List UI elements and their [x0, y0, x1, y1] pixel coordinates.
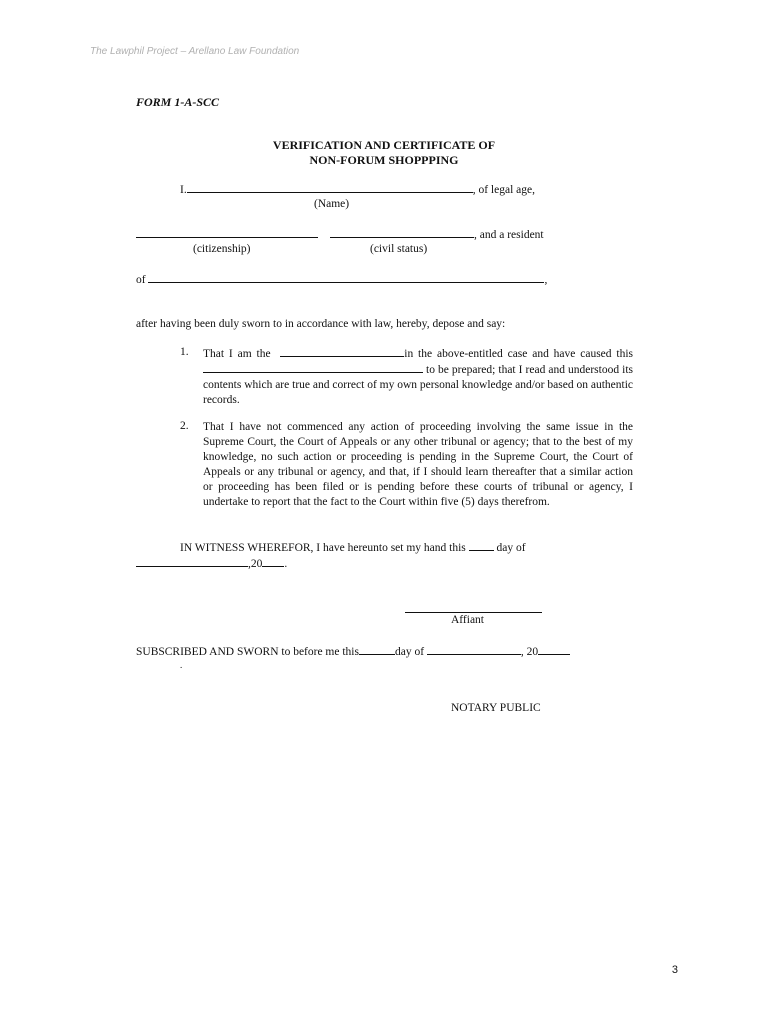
subscribed-day-blank[interactable] [359, 644, 395, 655]
legal-age-text: , of legal age, [472, 184, 535, 196]
affiant-label: Affiant [451, 614, 485, 626]
subscribed-year-blank[interactable] [538, 644, 570, 655]
citizenship-caption: (citizenship) [193, 243, 251, 255]
civil-status-row [330, 227, 544, 241]
witness-month-blank[interactable] [136, 556, 248, 567]
subscribed-year-label: , 20 [520, 646, 539, 658]
subscribed-month-blank[interactable] [427, 644, 521, 655]
witness-year-prefix: ,20 [248, 558, 263, 570]
item-1-part-b: in the above-entitled case and have caused this [404, 348, 633, 360]
item-number: 1. [180, 346, 189, 358]
list-item [180, 420, 633, 510]
item-1-part-a: That I am the [203, 348, 271, 360]
item-1-part-c: to be prepared; that I read and understood its contents which are true and correct of my own personal knowledge and/or based on authentic records. [203, 364, 634, 406]
notary-public-label: NOTARY PUBLIC [451, 702, 541, 714]
item-number: 2. [180, 420, 189, 432]
name-caption: (Name) [314, 198, 350, 210]
witness-row [180, 540, 526, 554]
document-blank[interactable] [203, 362, 423, 373]
of-label: of [136, 274, 146, 286]
subscribed-row [136, 644, 570, 658]
name-prefix: I. [180, 184, 187, 196]
subscribed-day-label: day of [394, 646, 425, 658]
citizenship-blank[interactable] [136, 227, 318, 238]
witness-text: IN WITNESS WHEREFOR, I have hereunto set my hand this [180, 542, 466, 554]
address-blank[interactable] [148, 272, 544, 283]
witness-year-blank[interactable] [262, 556, 284, 567]
intro-text: after having been duly sworn to in accordance with law, hereby, depose and say: [136, 318, 506, 330]
source-header: The Lawphil Project – Arellano Law Foundation [90, 46, 300, 57]
name-row [180, 182, 535, 196]
affiant-signature-blank[interactable] [405, 602, 542, 613]
address-row [136, 272, 547, 286]
title-line-2: NON-FORUM SHOPPPING [309, 153, 459, 167]
resident-text: , and a resident [474, 229, 544, 241]
stray-dot: . [180, 660, 183, 670]
title-line-1: VERIFICATION AND CERTIFICATE OF [272, 138, 496, 152]
citizenship-row [136, 227, 318, 241]
item-text: That I have not commenced any action of proceeding involving the same issue in the Supreme Court, the Court of Appeals or any other tribunal or agency; that to the best of my knowledge, no such action or proceeding is pending in the Supreme Court, the Court of Appeals or any tribunal or agency, and that, if I should learn thereafter that a similar action or proceeding has been filed or is pending before these courts of tribunal or agency, I undertake to report that the fact to the Court within five (5) days therefrom. [203, 421, 633, 508]
address-comma: , [544, 274, 548, 286]
form-id: FORM 1-A-SCC [136, 95, 220, 109]
civil-status-blank[interactable] [330, 227, 474, 238]
item-text [203, 346, 633, 408]
civil-status-caption: (civil status) [370, 243, 428, 255]
list-item [180, 346, 633, 408]
name-blank[interactable] [187, 182, 473, 193]
witness-date-row [136, 556, 287, 570]
witness-day-label: day of [496, 542, 526, 554]
witness-day-blank[interactable] [469, 540, 494, 551]
subscribed-text: SUBSCRIBED AND SWORN to before me this [136, 646, 359, 658]
page-number: 3 [671, 964, 678, 976]
role-blank[interactable] [280, 346, 404, 357]
witness-period: . [284, 558, 288, 570]
